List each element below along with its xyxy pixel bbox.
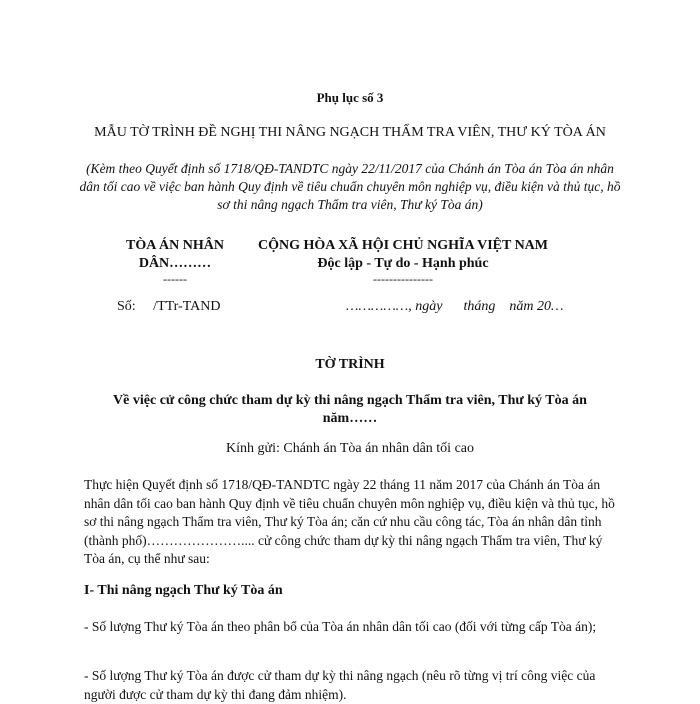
court-name-line2: DÂN………: [138, 256, 212, 271]
right-header-rule: ---------------: [373, 272, 433, 286]
country-name: CỘNG HÒA XÃ HỘI CHỦ NGHĨA VIỆT NAM: [257, 238, 548, 253]
section1-heading: I- Thi nâng ngạch Thư ký Tòa án: [84, 583, 283, 598]
form-title: MẪU TỜ TRÌNH ĐỀ NGHỊ THI NÂNG NGẠCH THẨM TRA VIÊN, THƯ KÝ TÒA ÁN: [94, 125, 606, 140]
left-header-rule: ------: [163, 272, 187, 286]
recipient: Kính gửi: Chánh án Tòa án nhân dân tối cao: [226, 441, 474, 456]
subject: Về việc cử công chức tham dự kỳ thi nâng ngạch Thẩm tra viên, Thư ký Tòa án năm……: [113, 393, 587, 426]
court-name: [100, 237, 250, 285]
bullet-2: - Số lượng Thư ký Tòa án được cử tham dự kỳ thi nâng ngạch (nêu rõ từng vị trí công việc của người được cử tham dự kỳ thi đang đảm nhiệm).: [84, 668, 596, 702]
intro-paragraph: Thực hiện Quyết định số 1718/QĐ-TANDTC ngày 22 tháng 11 năm 2017 của Chánh án Tòa án nhân dân tối cao ban hành Quy định về tiêu chuẩn chuyên môn nghiệp vụ, điều kiện và thủ tục, hồ sơ thi nâng ngạch Thẩm tra viên, Thư ký Tòa án; căn cứ nhu cầu công tác, Tòa án nhân dân tỉnh (thành phố)………………….... cử công chức tham dự kỳ thi nâng ngạch Thẩm tra viên, Thư ký Tòa án, cụ thể như sau:: [84, 477, 615, 566]
appendix-label: Phụ lục số 3: [316, 90, 384, 105]
national-motto: Độc lập - Tự do - Hạnh phúc: [317, 256, 489, 271]
document-number: Số: /TTr-TAND: [117, 299, 221, 314]
attached-note: (Kèm theo Quyết định số 1718/QĐ-TANDTC ngày 22/11/2017 của Chánh án Tòa án Tòa án nhân dân tối cao về việc ban hành Quy định về tiêu chuẩn chuyên môn nghiệp vụ, điều kiện và thủ tục, hồ sơ thi nâng ngạch Thẩm tra viên, Thư ký Tòa án): [79, 161, 621, 212]
court-name-line1: TÒA ÁN NHÂN: [125, 238, 224, 253]
place-date: ……………, ngày tháng năm 20…: [346, 299, 564, 314]
national-header: [248, 237, 558, 285]
doc-type: TỜ TRÌNH: [315, 357, 385, 372]
bullet-1: - Số lượng Thư ký Tòa án theo phân bổ của Tòa án nhân dân tối cao (đối với từng cấp Tòa án);: [84, 619, 597, 634]
